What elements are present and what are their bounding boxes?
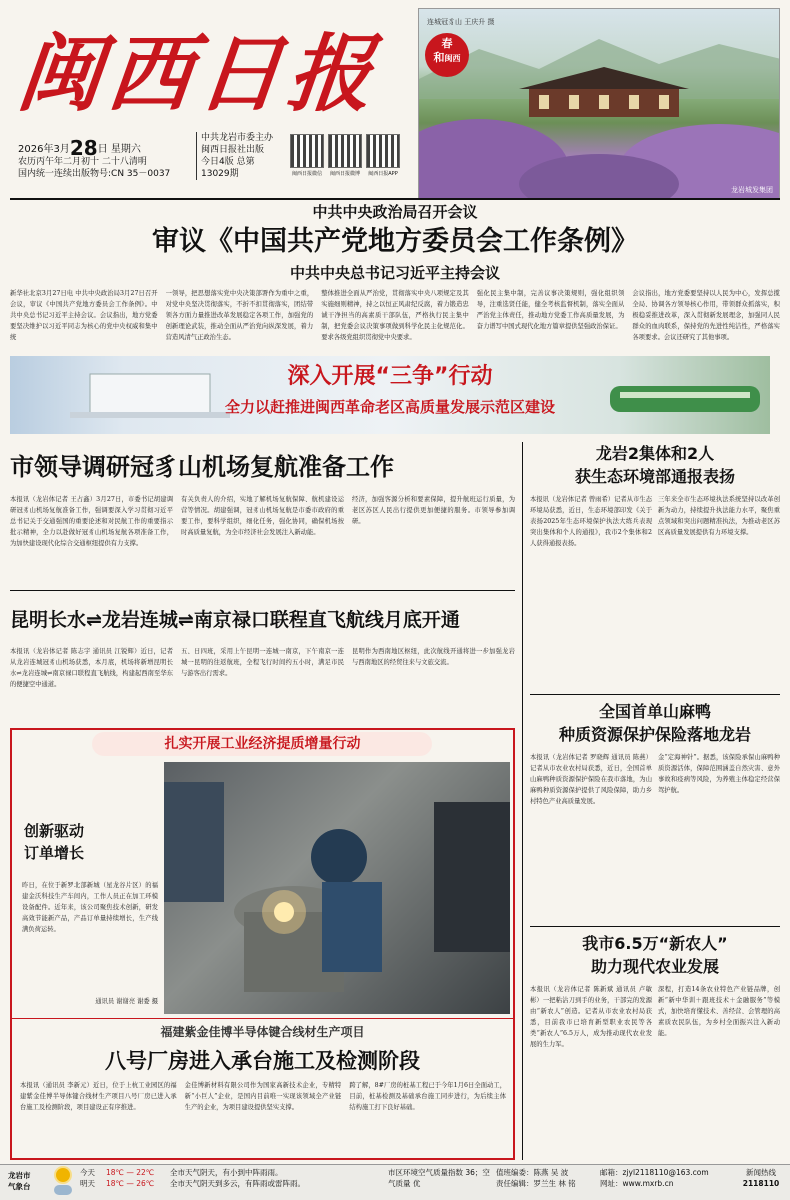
app-qr-code[interactable]	[366, 134, 400, 168]
lead-column: 一领导，把思想落实党中央决策部署作为重中之重，对党中央坚决贯彻落实，不折不扣贯彻落实，团结带领各方面力量推进改革发展稳定各项工作，加强党的创新理论武装，推动全面从严治党向纵深发展，着力营造风清气正政治生态。	[165, 290, 314, 341]
story1-column: 本报讯（龙岩体记者 王占鑫）3月27日，市委书记胡建调研冠豸山机场复航准备工作，强调要深入学习贯彻习近平总书记关于交通强国的重要论述和对民航工作的重要指示批示精神，全力以赴做好冠豸山机场复航各项准备工作，为加快建设现代化综合交通枢纽提供有力支撑。	[10, 496, 173, 547]
right2-headline: 全国首单山麻鸭 种质资源保护保险落地龙岩	[558, 702, 751, 744]
lead-column: 新华社北京3月27日电 中共中央政治局3月27日召开会议，审议《中国共产党地方委员会工作条例》。中共中央总书记习近平主持会议。会议指出，地方党委要坚决维护以习近平同志为核心的党中央权威和集中统	[10, 290, 158, 341]
story2-body	[10, 646, 515, 726]
right1-body	[530, 494, 780, 690]
feature-divider	[12, 1018, 513, 1019]
feature-kicker: 福建紫金佳博半导体键合线材生产项目	[160, 1025, 365, 1039]
story1-body	[10, 494, 515, 586]
lead-kicker: 中共中央政治局召开会议	[312, 203, 478, 221]
newspaper-title: 闽西日报	[12, 24, 384, 123]
right3-column: 深程，打造14条农业特色产业链品牌，创新“新中华训＋跟班技术＋金融服务”等模式，加快培育懂技术、善经营、会管理的高素质农民队伍，为乡村全面振兴注入新动能。	[658, 986, 780, 1037]
campaign-banner	[10, 356, 770, 434]
email-link[interactable]: 邮箱：zjyl2118110@163.com	[600, 1168, 709, 1177]
publisher: 闽西日报社出版	[201, 145, 265, 155]
wechat-qr-code[interactable]	[290, 134, 324, 168]
story1-column: 经济，加强客源分析和要素保障，提升航班运行质量，为老区苏区人民出行提供更加便捷的服务。市领导参加调研。	[352, 496, 515, 525]
weather-city: 龙岩市	[8, 1171, 31, 1180]
banner-subtitle: 全力以赶推进闽西革命老区高质量发展示范区建设	[224, 398, 555, 416]
right1-headline: 龙岩2集体和2人 获生态环境部通报表扬	[574, 444, 735, 486]
story2-headline: 昆明长水⇌龙岩连城⇌南京禄口联程直飞航线月底开通	[10, 609, 460, 631]
landscape-illustration	[419, 9, 780, 200]
column-divider	[522, 442, 523, 1160]
photo-caption: 连城冠豸山 王庆升 摄	[427, 18, 495, 26]
right3-column: 本报讯（龙岩体记者 陈新斌 通讯员 卢敏彬）一把粘沾刀到手的业务，干部完的发源由“新农人”创造。记者从市农业农村局获悉，目前我市已培育新型职业农民等各类“新农人”6.5万人，成为推动现代农业发展的生力军。	[530, 986, 652, 1048]
divider	[530, 926, 780, 927]
editors: 值班编委：陈燕 吴 波 责任编辑：罗兰生 林 铭	[496, 1168, 576, 1188]
hotline: 新闻热线 2118110	[742, 1168, 780, 1188]
right2-body	[530, 752, 780, 922]
story2-column: 昆明作为西南地区枢纽，此次航线开通将进一步加强龙岩与西南地区的经贸往来与文旅交流。	[352, 648, 515, 666]
lead-column: 会议指出，地方党委要坚持以人民为中心，发挥总揽全局、协调各方领导核心作用，带领群众抓落实，积极稳妥推进改革，深入贯彻新发展理念，加强同人民群众的血肉联系，保持党的先进性纯洁性，严格落实各项要求。会议还研究了其他事项。	[632, 290, 780, 341]
feature-side-text: 昨日，在位于新罗北部新城（星龙谷片区）的福建金沃科技生产车间内，工作人员正在加工环模设备配件。近年来，该公司聚焦技术创新，研发高效节能新产品，产品订单量持续增长，生产线满负荷运转。	[22, 882, 158, 933]
right2-column: 金“定海神针”。据悉，该保险承保山麻鸭种质资源活体，保障范围涵盖自然灾害、意外事故和疫病等风险，为养殖主体稳定经营保驾护航。	[658, 754, 780, 794]
factory-photo	[164, 762, 510, 1014]
right3-body	[530, 984, 780, 1158]
lead-body	[10, 288, 780, 352]
feature-body	[20, 1080, 506, 1156]
feature-column: 金佳博新材料有限公司作为国家高新技术企业，专精特新“小巨人”企业，是国内目前唯一实现该领域全产业链生产的企业，为项目建设提供坚实支撑。	[184, 1082, 342, 1111]
top-photo	[418, 8, 780, 200]
issue-date: 2026年3月28日 星期六	[18, 136, 141, 160]
welding-illustration	[164, 762, 510, 1014]
lead-column: 强化民主集中制，完善议事决策规则，强化组织领导，注重选贤任能，健全考核监督机制，落实全面从严治党主体责任，推动地方党委工作高质量发展，为奋力谱写中国式现代化地方篇章提供坚强政治保证。	[476, 290, 625, 330]
website-link[interactable]: 网址：www.mxrb.cn	[600, 1179, 674, 1188]
feature-side-title: 创新驱动 订单增长	[24, 822, 85, 862]
lead-headline: 审议《中国共产党地方委员会工作条例》	[152, 226, 638, 257]
story1-headline: 市领导调研冠豸山机场复航准备工作	[10, 453, 394, 481]
weather-block	[8, 1170, 31, 1192]
divider	[530, 694, 780, 695]
right1-column: 三年来全市生态环境执法系统坚持以改革创新为动力，持续提升执法能力水平，聚焦重点领域和突出问题精准执法，为推动老区苏区高质量发展提供有力环境支撑。	[658, 496, 780, 536]
feature-section-title: 扎实开展工业经济提质增量行动	[164, 736, 361, 752]
feature-box	[10, 728, 515, 1160]
lead-subhead: 中共中央总书记习近平主持会议	[289, 264, 500, 282]
story2-column: 五、日四班，采用上午昆明一连城一南京，下午南京一连城一昆明的往返航班，全程飞行时间约五小时，满足市民与游客出行需求。	[181, 648, 344, 677]
lead-column: 整体推进全面从严治党，贯彻落实中央八项规定及其实施细则精神，持之以恒正风肃纪反腐，着力锻造忠诚干净担当的高素质干部队伍，严格执行民主集中制，把党委会议决策事项做到科学化民主化规范化。要求各级党组织贯彻党中央要求。	[321, 290, 469, 341]
story2-column: 本报讯（龙岩体记者 陈志宇 通讯员 江锐辉）近日，记者从龙岩连城冠豸山机场获悉，本月底，机场将新增昆明长水⇌龙岩连城⇌南京禄口联程直飞航线，构建起西南至华东的便捷空中通道。	[10, 648, 173, 688]
top-rule	[10, 198, 780, 200]
story1-column: 有关负责人的介绍，实地了解机场复航保障、航机建设运营等情况。胡建强调，冠豸山机场复航是市委市政府的重要工作，要科学组织，细化任务，强化协同，确保机场按时高质量复航，为全市经济社会发展注入新动能。	[181, 496, 344, 536]
feature-column: 跨了解，8#厂房的桩基工程已于今年1月6日全面动工，目前，桩基检测及基础承台施工同步进行，为后续主体结构施工打下良好基础。	[349, 1082, 507, 1111]
weibo-qr-code[interactable]	[328, 134, 362, 168]
sun-icon	[56, 1168, 70, 1182]
sponsor: 中共龙岩市委主办	[201, 133, 274, 143]
feature-headline: 八号厂房进入承台施工及检测阶段	[105, 1049, 420, 1073]
air-quality: 市区环境空气质量指数 36；空气质量 优	[388, 1168, 490, 1188]
lunar-date: 农历丙午年二月初十 二十八清明	[18, 157, 147, 167]
divider	[10, 590, 515, 591]
spring-badge: 春 和闽西	[425, 33, 469, 77]
weather-forecast: 今天 18℃ — 22℃ 全市天气阴天，有小到中阵雨雨。 明天 18℃ — 26℃ 全市天气阴天到多云，有阵雨或雷阵雨。	[80, 1168, 305, 1188]
right3-headline: 我市6.5万“新农人” 助力现代农业发展	[582, 934, 728, 976]
banner-title: 深入开展“三争”行动	[287, 364, 493, 389]
right2-column: 本报讯（龙岩体记者 罗晓辉 通讯员 陈燕）记者从市农业农村局获悉，近日，全国首单山麻鸭种质资源保护保险在我市落地，为山麻鸭种质资源保护提供了风险保障，助力乡村特色产业高质量发展。	[530, 754, 652, 805]
cloud-icon	[54, 1185, 72, 1195]
feature-column: 本报讯（通讯员 李新元）近日，位于上杭工业园区的福建紫金佳博半导体键合线材生产项目八号厂房已进入承台施工及检测阶段，项目建设正有序推进。	[20, 1082, 177, 1111]
page-count: 今日4版 总第13029期	[201, 157, 255, 179]
cn-number: 国内统一连续出版物号:CN 35－0037	[18, 169, 171, 179]
contact	[600, 1167, 730, 1189]
feature-credit: 通讯员 谢谢亮 谢委 摄	[95, 998, 158, 1005]
masthead-info: 2026年3月28日 星期六 农历丙午年二月初十 二十八清明 国内统一连续出版物号:CN 35－0037 中共龙岩市委主办 闽西日报社出版 今日4版 总第13029期 闽西日报微信 闽西日报微博 闽西日报APP	[18, 132, 408, 180]
footer-bar	[0, 1164, 790, 1200]
sponsor-logo: 龙岩城发集团	[731, 186, 773, 194]
weather-forecast-label: 气象台	[8, 1182, 31, 1191]
right1-column: 本报讯（龙岩体记者 曾雨希）记者从市生态环境局获悉，近日，生态环境部印发《关于表扬2025年生态环境保护执法大练兵表现突出集体和个人的通报》，我市2个集体和2人获得通报表扬。	[530, 496, 652, 547]
